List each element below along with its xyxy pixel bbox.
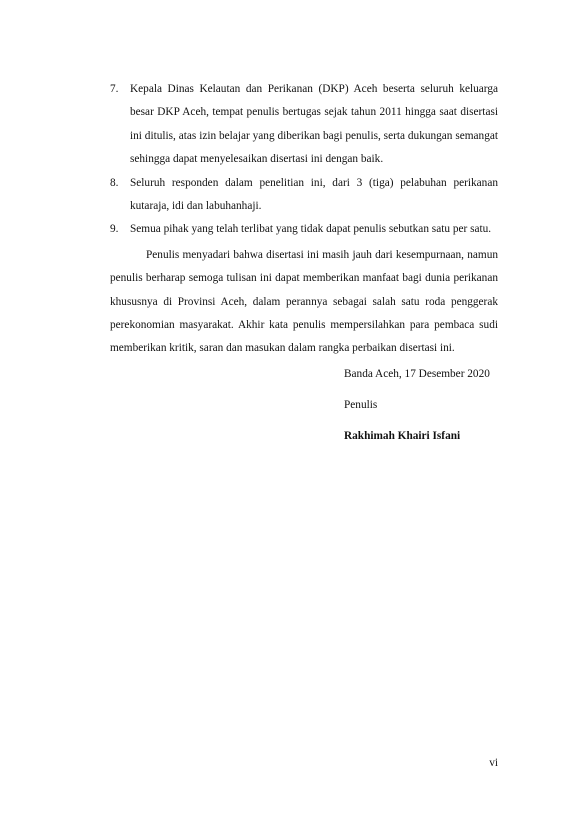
- signature-place-date: Banda Aceh, 17 Desember 2020: [344, 367, 490, 380]
- list-text: Seluruh responden dalam penelitian ini, dari 3 (tiga) pelabuhan perikanan kutaraja, idi dan labuhanhaji.: [130, 176, 498, 213]
- list-text: Kepala Dinas Kelautan dan Perikanan (DKP) Aceh beserta seluruh keluarga besar DKP Aceh, tempat penulis bertugas sejak tahun 2011 hingga saat disertasi ini ditulis, atas izin belajar yang diberikan bagi penulis, serta dukungan semangat sehingga dapat menyelesaikan disertasi ini dengan baik.: [130, 83, 498, 166]
- list-item-8: [110, 172, 498, 219]
- list-text: Semua pihak yang telah terlibat yang tidak dapat penulis sebutkan satu per satu.: [130, 223, 492, 236]
- closing-paragraph: Penulis menyadari bahwa disertasi ini masih jauh dari kesempurnaan, namun penulis berharap semoga tulisan ini dapat memberikan manfaat bagi dunia perikanan khususnya di Provinsi Aceh, dalam perannya sebagai salah satu roda penggerak perekonomian masyarakat. Akhir kata penulis mempersilahkan para pembaca sudi memberikan kritik, saran dan masukan dalam rangka perbaikan disertasi ini.: [110, 248, 498, 355]
- signature-role: Penulis: [344, 398, 378, 411]
- list-number: 8.: [110, 176, 119, 189]
- page-number: vi: [489, 757, 498, 769]
- list-item-7: [110, 78, 498, 172]
- list-number: 7.: [110, 83, 119, 95]
- list-number: 9.: [110, 223, 119, 236]
- list-item-9: [110, 218, 498, 241]
- page-content: [110, 78, 498, 456]
- signature-name: Rakhimah Khairi Isfani: [344, 429, 461, 442]
- signature-block: [344, 363, 498, 456]
